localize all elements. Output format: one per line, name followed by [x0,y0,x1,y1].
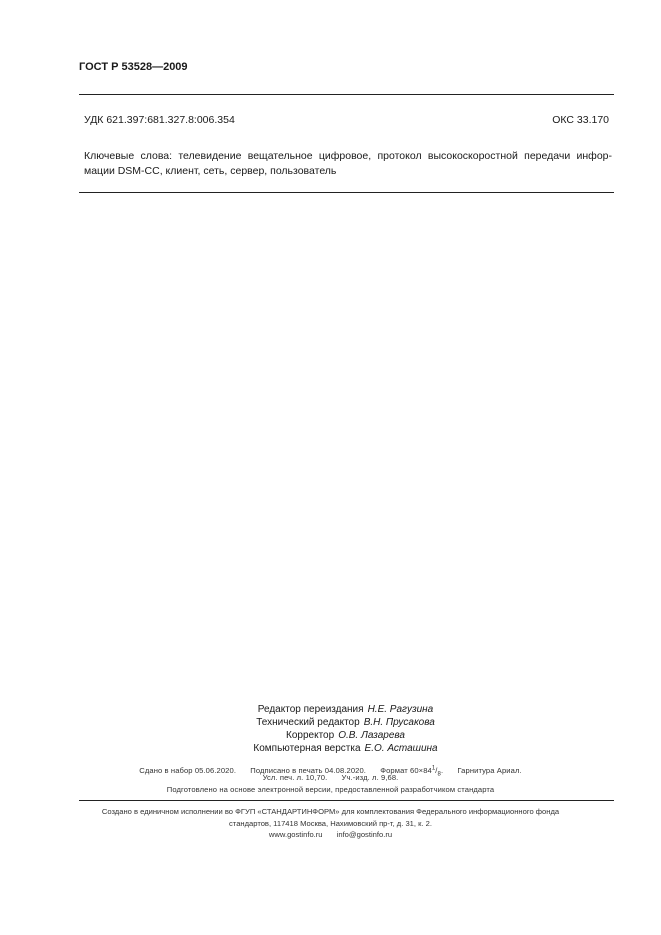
print-sheets: Усл. печ. л. 10,70. [262,773,328,782]
keywords-divider [79,192,614,193]
font-family-note: Гарнитура Ариал. [457,765,522,775]
staff-name: Е.О. Асташина [364,743,438,754]
footer [0,806,661,841]
format-numerator: 1 [431,765,436,771]
staff-name: Н.Е. Рагузина [367,704,434,715]
staff-role: Компьютерная верстка [253,743,361,754]
staff-row [0,703,661,716]
footer-line-2: стандартов, 117418 Москва, Нахимовский пр-т, д. 31, к. 2. [229,818,432,828]
email-link[interactable]: info@gostinfo.ru [336,830,393,839]
staff-credits [0,703,661,755]
staff-role: Редактор переиздания [257,704,364,715]
header-divider [79,94,614,95]
prepared-note: Подготовлено на основе электронной версии, предоставленной разработчиком стандарта [166,785,495,794]
staff-name: О.В. Лазарева [338,730,405,741]
staff-row [0,716,661,729]
publishing-sheets: Уч.-изд. л. 9,68. [341,773,399,782]
publishing-line-2 [0,773,661,782]
keywords-line-1: Ключевые слова: телевидение вещательное цифровое, протокол высокоскоростной передачи инфор- [84,150,612,162]
sent-date: Сдано в набор 05.06.2020. [139,765,237,775]
staff-name: В.Н. Прусакова [363,717,435,728]
website-link[interactable]: www.gostinfo.ru [268,830,323,839]
keywords-line-2: мации DSM-CC, клиент, сеть, сервер, пользователь [84,164,337,177]
format-end: . [440,765,444,775]
format-text: Формат 60×84 [380,765,432,775]
footer-line-1: Создано в единичном исполнении во ФГУП «СТАНДАРТИНФОРМ» для комплектования Федерального информационного фонда [101,807,560,816]
oks-code: ОКС 33.170 [552,114,609,126]
footer-contacts [0,829,661,841]
staff-role: Корректор [286,730,335,741]
staff-row [0,729,661,742]
footer-divider [79,800,614,801]
udk-code: УДК 621.397:681.327.8:006.354 [84,114,235,126]
paper-format: Формат $60\times 84^1/_8$. [380,765,444,778]
keywords-block [84,149,612,178]
document-header: ГОСТ Р 53528—2009 [79,61,188,73]
staff-row [0,742,661,755]
format-denominator: 8 [437,771,441,778]
staff-role: Технический редактор [256,717,360,728]
signed-text: Подписано в печать 04.08.2020. [250,765,367,775]
